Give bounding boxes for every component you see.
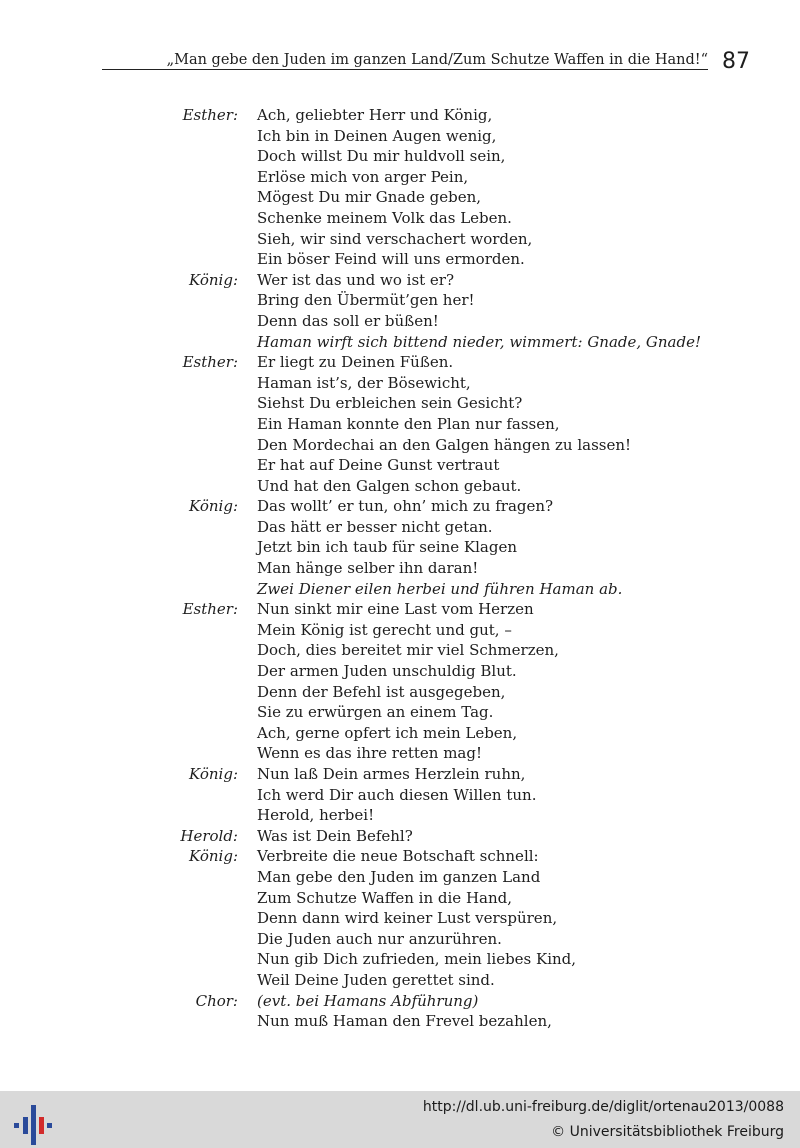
verse-text: Denn der Befehl ist ausgegeben, (257, 682, 506, 701)
verse-line (0, 146, 800, 167)
verse-line (0, 290, 800, 311)
verse-line (0, 126, 800, 147)
verse-text: Nun gib Dich zufrieden, mein liebes Kind, (257, 950, 577, 969)
verse-line (0, 208, 800, 229)
verse-text: Ein böser Feind will uns ermorden. (257, 250, 525, 269)
verse-text: Ich bin in Deinen Augen wenig, (257, 126, 497, 145)
verse-text: Doch willst Du mir huldvoll sein, (257, 147, 506, 166)
speaker-label: König: (189, 270, 238, 289)
speaker-label: König: (189, 847, 238, 866)
verse-line (0, 249, 800, 270)
verse-text: Was ist Dein Befehl? (257, 826, 413, 845)
verse-text: Weil Deine Juden gerettet sind. (257, 970, 495, 989)
verse-line (0, 826, 800, 847)
verse-line (0, 785, 800, 806)
verse-line (0, 167, 800, 188)
verse-line (0, 517, 800, 538)
verse-text: Verbreite die neue Botschaft schnell: (257, 847, 539, 866)
verse-text: Ich werd Dir auch diesen Willen tun. (257, 785, 537, 804)
verse-text: Ach, gerne opfert ich mein Leben, (257, 723, 518, 742)
footer-copyright: © Universitätsbibliothek Freiburg (551, 1124, 784, 1140)
verse-line (0, 970, 800, 991)
verse-text: Jetzt bin ich taub für seine Klagen (257, 538, 517, 557)
verse-text: Sie zu erwürgen an einem Tag. (257, 703, 494, 722)
verse-line (0, 764, 800, 785)
verse-text: Der armen Juden unschuldig Blut. (257, 662, 517, 681)
verse-text: Wer ist das und wo ist er? (257, 270, 455, 289)
verse-text: Und hat den Galgen schon gebaut. (257, 476, 522, 495)
verse-text: Nun sinkt mir eine Last vom Herzen (257, 600, 534, 619)
verse-line (0, 270, 800, 291)
verse-text: Siehst Du erbleichen sein Gesicht? (257, 394, 523, 413)
verse-text: Erlöse mich von arger Pein, (257, 167, 469, 186)
verse-line (0, 537, 800, 558)
speaker-label: König: (189, 497, 238, 516)
verse-line (0, 723, 800, 744)
verse-line (0, 187, 800, 208)
ub-freiburg-logo-icon (14, 1097, 52, 1145)
verse-text: Das hätt er besser nicht getan. (257, 517, 493, 536)
verse-line (0, 373, 800, 394)
verse-text: Zum Schutze Waffen in die Hand, (257, 888, 512, 907)
verse-line (0, 393, 800, 414)
verse-text: Ein Haman konnte den Plan nur fassen, (257, 414, 560, 433)
verse-line (0, 1011, 800, 1032)
verse-line (0, 599, 800, 620)
verse-text: Bring den Übermüt’gen her! (257, 291, 475, 310)
verse-line (0, 888, 800, 909)
verse-text: Nun laß Dein armes Herzlein ruhn, (257, 765, 526, 783)
verse-text: Mögest Du mir Gnade geben, (257, 188, 481, 207)
verse-line (0, 846, 800, 867)
verse-line (0, 661, 800, 682)
verse-text: Die Juden auch nur anzurühren. (257, 929, 502, 948)
verse-text: Er hat auf Deine Gunst vertraut (257, 456, 500, 475)
verse-line (0, 702, 800, 723)
stage-direction: Haman wirft sich bittend nieder, wimmert: Gnade, Gnade! (257, 332, 702, 351)
verse-line (0, 908, 800, 929)
speaker-label: Herold: (180, 826, 238, 845)
verse-text: Mein König ist gerecht und gut, – (257, 620, 512, 639)
verse-line (0, 414, 800, 435)
speaker-label: Chor: (195, 991, 238, 1010)
verse-line (0, 991, 800, 1012)
page-number: 87 (722, 49, 750, 74)
speaker-label: Esther: (182, 106, 238, 124)
verse-text: Er liegt zu Deinen Füßen. (257, 353, 454, 372)
verse-line (0, 311, 800, 332)
verse-text: Man hänge selber ihn daran! (257, 559, 479, 578)
verse-line (0, 558, 800, 579)
verse-line (0, 332, 800, 353)
verse-line (0, 579, 800, 600)
verse-text: Nun muß Haman den Frevel bezahlen, (257, 1012, 552, 1031)
verse-line (0, 867, 800, 888)
verse-line (0, 105, 800, 126)
verse-line (0, 805, 800, 826)
footer-url[interactable]: http://dl.ub.uni-freiburg.de/diglit/ortenau2013/0088 (422, 1099, 784, 1115)
verse-text: Herold, herbei! (257, 806, 375, 825)
verse-line (0, 435, 800, 456)
verse-text: Denn das soll er büßen! (257, 311, 439, 330)
speaker-label: Esther: (182, 353, 238, 372)
verse-text: Schenke meinem Volk das Leben. (257, 208, 512, 227)
verse-text: Man gebe den Juden im ganzen Land (257, 867, 541, 886)
verse-text: Ach, geliebter Herr und König, (257, 106, 493, 124)
verse-line (0, 476, 800, 497)
footer-bar (0, 1091, 800, 1148)
verse-line (0, 229, 800, 250)
verse-text: Denn dann wird keiner Lust verspüren, (257, 909, 558, 928)
verse-line (0, 455, 800, 476)
verse-line (0, 949, 800, 970)
stage-direction: (evt. bei Hamans Abführung) (257, 991, 479, 1010)
verse-text: Wenn es das ihre retten mag! (257, 744, 482, 763)
speaker-label: Esther: (182, 600, 238, 619)
verse-line (0, 620, 800, 641)
verse-line (0, 352, 800, 373)
play-text (0, 105, 800, 1032)
verse-line (0, 929, 800, 950)
verse-text: Das wollt’ er tun, ohn’ mich zu fragen? (257, 497, 554, 516)
stage-direction: Zwei Diener eilen herbei und führen Haman ab. (257, 579, 623, 598)
verse-line (0, 640, 800, 661)
verse-text: Doch, dies bereitet mir viel Schmerzen, (257, 641, 559, 660)
header-rule (102, 69, 708, 70)
verse-text: Haman ist’s, der Bösewicht, (257, 373, 471, 392)
verse-line (0, 496, 800, 517)
running-header-title: „Man gebe den Juden im ganzen Land/Zum Schutze Waffen in die Hand!“ (166, 52, 708, 68)
speaker-label: König: (189, 765, 238, 783)
verse-text: Sieh, wir sind verschachert worden, (257, 229, 533, 248)
verse-line (0, 682, 800, 703)
verse-text: Den Mordechai an den Galgen hängen zu lassen! (257, 435, 632, 454)
verse-line (0, 743, 800, 764)
